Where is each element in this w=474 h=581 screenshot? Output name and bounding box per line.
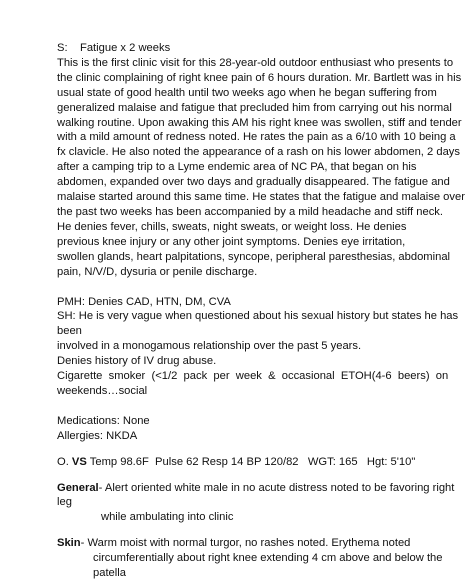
skin-label: Skin <box>57 537 81 550</box>
general-text: - Alert oriented white male in no acute distress noted to be favoring right <box>98 481 455 494</box>
skin-section <box>57 536 474 581</box>
allergies-line: Allergies: NKDA <box>57 429 138 442</box>
vitals-text: Temp 98.6F Pulse 62 Resp 14 BP 120/82 WGT: 165 Hgt: 5'10" <box>86 455 416 468</box>
text-line: after a camping trip to a Lyme endemic area of NC PA, that began on his <box>57 161 417 174</box>
text-line: abdomen, expanded over two days and gradually disappeared. The fatigue and <box>57 176 450 189</box>
text-line: circumferentially about right knee extending 4 cm above and below the <box>93 552 443 565</box>
text-line: generalized malaise and fatigue that precluded him from carrying out his normal <box>57 101 452 114</box>
vs-label: VS <box>71 455 87 468</box>
text-line: SH: He is very vague when questioned about his sexual history but states he has <box>57 310 459 323</box>
text-line: Denies history of IV drug abuse. <box>57 355 217 368</box>
text-line: pain, N/V/D, dysuria or penile discharge. <box>57 265 258 278</box>
text-line: malaise started around this same time. He states that the fatigue and malaise over <box>57 191 465 204</box>
text-line: been <box>57 325 82 338</box>
text-line: while ambulating into clinic <box>101 511 234 524</box>
subjective-body <box>57 56 474 280</box>
text-line: swollen glands, heart palpitations, syncope, peripheral paresthesias, abdominal <box>57 250 451 263</box>
text-line: the past two weeks has been accompanied by a mild headache and stiff neck. <box>57 205 444 218</box>
objective-vitals <box>57 455 474 470</box>
text-line: This is the first clinic visit for this 28-year-old outdoor enthusiast who presents to <box>57 56 454 69</box>
text-line: involved in a monogamous relationship over the past 5 years. <box>57 340 362 353</box>
subjective-header: S: Fatigue x 2 weeks <box>57 42 171 54</box>
text-line: the clinic complaining of right knee pain of 6 hours duration. Mr. Bartlett was in his <box>57 71 462 84</box>
objective-prefix: O. <box>57 455 72 468</box>
social-history <box>57 309 474 398</box>
skin-text: - Warm moist with normal turgor, no rashes noted. Erythema noted <box>80 537 411 550</box>
text-line: with a mild amount of redness noted. He rates the pain as a 6/10 with 10 being a <box>57 131 456 144</box>
text-line: He denies fever, chills, sweats, night sweats, or weight loss. He denies <box>57 220 407 233</box>
text-line: weekends…social <box>57 384 148 397</box>
pmh-line: PMH: Denies CAD, HTN, DM, CVA <box>57 295 231 308</box>
general-label: General <box>57 481 99 494</box>
text-line: leg <box>57 496 72 509</box>
text-line: usual state of good health until two weeks ago when he began suffering from <box>57 86 437 99</box>
text-line: walking routine. Upon awaking this AM his right knee was swollen, stiff and tender <box>57 116 462 129</box>
text-line: previous knee injury or any other joint symptoms. Denies eye irritation, <box>57 235 406 248</box>
text-line: Cigarette smoker (<1/2 pack per week & occasional ETOH(4-6 beers) on <box>57 370 449 383</box>
text-line: fx clavicle. He also noted the appearance of a rash on his lower abdomen, 2 days <box>57 146 460 159</box>
medications-line: Medications: None <box>57 414 150 427</box>
general-section <box>57 481 474 526</box>
text-line: patella <box>93 567 126 580</box>
